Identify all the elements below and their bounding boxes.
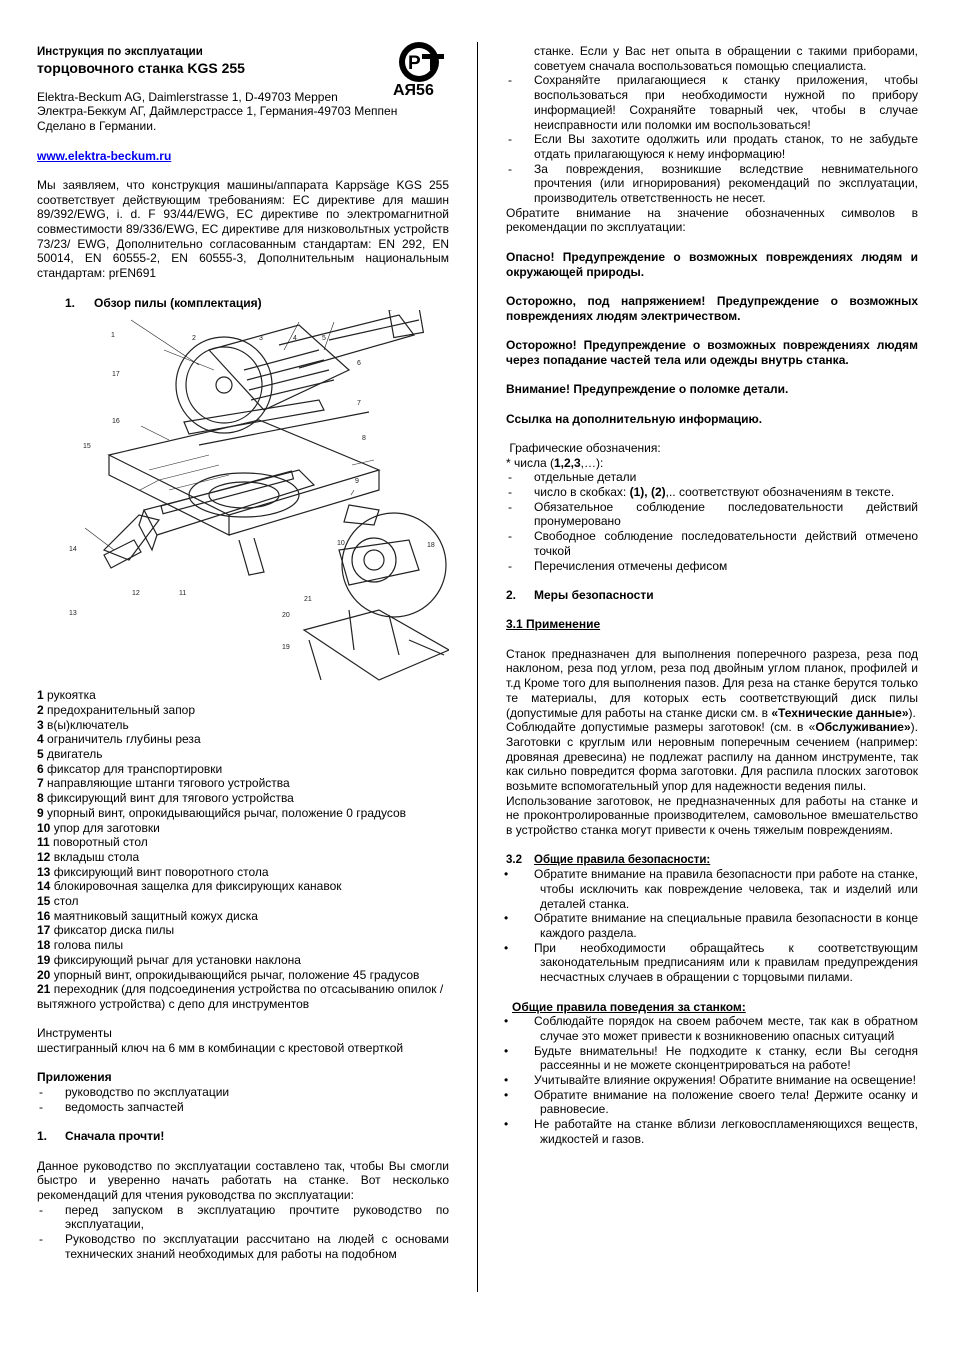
appendix-title: Приложения [37,1070,112,1085]
declaration-text: Мы заявляем, что конструкция машины/аппарата Kappsäge KGS 255 соответствует действующим требованиям: ЕС директиве для машин 89/392/EWG, i. d. F 93/44/EWG, ЕС директиве по электромагнитной совместимости 89/336/EWG, ЕС директиве для низковольтных устройств 73/23/ EWG, Дополнительно согласованным стандартам: EN 292, EN 50014, EN 60555-2, EN 60555-3, Дополнительным национальным стандартам: prEN691 [37,177,449,281]
part-number: 3 [37,717,44,732]
callout-11: 11 [179,590,187,597]
part-item [37,762,449,777]
callout-1: 1 [111,332,115,339]
part-item [37,894,449,909]
callout-5: 5 [322,335,326,342]
section-3-1-paragraph-2: Соблюдайте допустимые размеры заготовок! (см. в «Обслуживание»). Заготовки с круглым или неровным поперечным сечением (например: дровяная древесина) не подлежат распилу на данном инструменте, так как сильно повредится форма заготовки. Для распила плоских заготовок возьмите вспомогательный упор для надежности ведения пилы. [506,720,918,794]
part-item [37,938,449,953]
part-number: 21 [37,982,51,997]
part-label: двигатель [47,747,103,762]
section-3-1-paragraph-3: Использование заготовок, не предназначенных для работы на станке и не проконтролированные производителем, самовольное вмешательство в устройство станка могут привести к очень тяжелым повреждениям. [506,793,918,838]
list-item: • Соблюдайте порядок на своем рабочем месте, так как в обратном случае это может привести к возникновению опасных ситуаций [506,1014,918,1043]
list-item: • Обратите внимание на правила безопасности при работе на станке, чтобы исключить как повреждение человека, так и изделий или деталей станка. [506,867,918,911]
callout-12: 12 [132,590,140,597]
callout-20: 20 [282,612,290,619]
list-item: • Учитывайте влияние окружения! Обратите внимание на освещение! [506,1073,918,1088]
part-label: блокировочная защелка для фиксирующих канавок [53,879,342,894]
saw-overview-drawing [49,310,449,688]
part-label: переходник (для подсоединения устройства по отсасыванию опилок / вытяжного устройства) с депо для инструментов [37,982,444,1011]
part-label: упорный винт, опрокидывающийся рычаг, положение 0 градусов [47,805,407,820]
warning-caution: Осторожно! Предупреждение о возможных повреждениях людям через попадание частей тела или одежды внутрь станка. [506,338,918,367]
callout-16: 16 [112,418,120,425]
part-number: 15 [37,894,51,909]
callout-10: 10 [337,540,345,547]
read-first-item2-continued: станке. Если у Вас нет опыта в обращении с такими приборами, советуем сначала воспользоваться помощью специалиста. [534,44,918,73]
overview-heading: 1. Обзор пилы (комплектация) [65,295,262,310]
behavior-list [506,1014,918,1146]
safety-heading: 2. Меры безопасности [506,587,654,602]
part-item [37,953,449,968]
warning-danger: Опасно! Предупреждение о возможных повреждениях людям и окружающей природы. [506,249,918,279]
doc-title-line2: торцовочного станка KGS 255 [37,59,245,76]
part-item [37,747,449,762]
part-item [37,968,449,983]
part-label: предохранительный запор [47,702,196,717]
appendix-list [37,1085,449,1114]
part-number: 13 [37,864,51,879]
part-item [37,732,449,747]
part-number: 2 [37,702,44,717]
tools-title: Инструменты [37,1026,112,1041]
read-first-intro: Данное руководство по эксплуатации составлено так, чтобы Вы смогли быстро и уверенно начать работать на станке. Вот несколько рекомендаций для чтения руководства по эксплуатации: [37,1158,449,1203]
part-label: вкладыш стола [53,849,140,864]
list-item: - число в скобках: (1), (2),.. соответствуют обозначениям в тексте. [506,485,918,500]
callout-6: 6 [357,360,361,367]
list-item: • При необходимости обращайтесь к соответствующим законодательным предписаниям или к правилам предупреждения несчастных случаев в обращении с торцовыми пилами. [506,941,918,985]
read-first-list-left [37,1203,449,1262]
list-item: • Обратите внимание на специальные правила безопасности в конце каждого раздела. [506,911,918,940]
callout-8: 8 [362,435,366,442]
list-item: - Сохраняйте прилагающиеся к станку приложения, чтобы воспользоваться при необходимости нужной по прибору информацией! Сохраняйте товарный чек, чтобы в случае неисправности или поломки им воспользоваться! [506,73,918,132]
part-label: поворотный стол [53,835,148,850]
callout-18: 18 [427,542,435,549]
section-3-1-paragraph-1: Станок предназначен для выполнения поперечного разреза, реза под наклоном, реза под углом, реза под двойным углом планок, профилей и т.д Кроме того для выполнения пазов. Для реза на станке берутся только те материалы, для которых есть соответствующий диск пилы (допустимые для работы на станке диски см. в «Технические данные»). [506,646,918,720]
address-line3: Сделано в Германии. [37,119,157,134]
part-item [37,776,449,791]
part-item [37,982,449,1011]
list-item: - Руководство по эксплуатации рассчитано на людей с основами технических знаний необходимых для работы на подобном [37,1232,449,1261]
part-number: 5 [37,747,44,762]
callout-7: 7 [357,400,361,407]
general-safety-list [506,867,918,985]
list-item: - Если Вы захотите одолжить или продать станок, то не забудьте отдать прилагающуюся к нему информацию! [506,132,918,161]
part-number: 1 [37,688,44,703]
part-number: 17 [37,923,51,938]
part-number: 11 [37,835,50,850]
part-item [37,879,449,894]
part-item [37,791,449,806]
part-item [37,718,449,733]
part-number: 4 [37,732,44,747]
part-item [37,821,449,836]
address-line2: Электра-Беккум АГ, Даймлерстрассе 1, Германия-49703 Меппен [37,104,398,119]
part-number: 18 [37,938,51,953]
callout-17: 17 [112,371,120,378]
website-link[interactable]: www.elektra-beckum.ru [37,148,172,163]
callout-14: 14 [69,546,77,553]
part-number: 9 [37,805,44,820]
part-item [37,835,449,850]
read-first-heading: 1. Сначала прочти! [37,1129,165,1144]
part-label: направляющие штанги тягового устройства [47,776,290,791]
part-label: маятниковый защитный кожух диска [53,908,258,923]
callout-21: 21 [304,596,312,603]
part-label: упор для заготовки [53,820,160,835]
part-number: 6 [37,761,44,776]
part-item [37,865,449,880]
behavior-heading: Общие правила поведения за станком: [512,999,746,1014]
list-item: - Обязательное соблюдение последовательности действий пронумеровано [506,500,918,529]
list-item: - Перечисления отмечены дефисом [506,559,918,574]
part-label: рукоятка [47,688,96,703]
list-item: - перед запуском в эксплуатацию прочтите руководство по эксплуатации, [37,1203,449,1232]
part-number: 10 [37,820,51,835]
callout-3: 3 [259,335,263,342]
section-3-2-heading: 3.2 Общие правила безопасности: [506,853,711,866]
read-first-list-right [506,73,918,205]
callout-15: 15 [83,443,91,450]
list-item: - ведомость запчастей [37,1100,449,1115]
list-item: - Свободное соблюдение последовательности действий отмечено точкой [506,529,918,558]
column-divider [477,42,478,1292]
part-number: 19 [37,952,51,967]
symbols-intro: Обратите внимание на значение обозначенных символов в рекомендации по эксплуатации: [506,205,918,235]
part-label: фиксирующий винт поворотного стола [53,864,269,879]
graphics-list [506,470,918,573]
part-label: стол [53,894,79,909]
gost-mark-code: АЯ56 [393,82,434,99]
part-label: фиксатор диска пилы [53,923,175,938]
parts-list [37,688,449,1011]
list-item: • Будьте внимательны! Не подходите к станку, если Вы сегодня рассеянны и не можете сконцентрироваться на работе! [506,1044,918,1073]
list-item: - За повреждения, возникшие вследствие невнимательного прочтения (или игнорирования) рекомендаций по эксплуатации, производитель ответственность не несет. [506,162,918,206]
warning-attention: Внимание! Предупреждение о поломке детали. [506,382,789,397]
part-item [37,909,449,924]
part-number: 7 [37,776,44,791]
part-item [37,806,449,821]
list-item: - отдельные детали [506,470,918,485]
part-item [37,923,449,938]
part-label: фиксатор для транспортировки [47,761,223,776]
part-number: 12 [37,849,51,864]
part-number: 8 [37,791,44,806]
svg-text:Р: Р [408,53,421,74]
section-3-1-heading: 3.1 Применение [506,617,601,632]
right-column [506,44,918,1147]
graphics-numbers-line: * числа (1,2,3,…): [506,455,604,470]
callout-4: 4 [293,335,297,342]
part-number: 16 [37,908,51,923]
callout-19: 19 [282,644,290,651]
left-column [37,40,449,1262]
part-number: 20 [37,967,51,982]
graphics-title: Графические обозначения: [506,440,661,455]
part-label: фиксирующий рычаг для установки наклона [53,952,301,967]
part-label: ограничитель глубины реза [47,732,201,747]
part-item [37,850,449,865]
tools-text: шестигранный ключ на 6 мм в комбинации с крестовой отверткой [37,1041,404,1056]
part-label: упорный винт, опрокидывающийся рычаг, положение 45 градусов [53,967,420,982]
warning-voltage: Осторожно, под напряжением! Предупреждение о возможных повреждениях людям электричеством. [506,293,918,323]
list-item: • Обратите внимание на положение своего тела! Держите осанку и равновесие. [506,1088,918,1117]
part-item [37,703,449,718]
callout-13: 13 [69,610,77,617]
callout-9: 9 [355,478,359,485]
part-number: 14 [37,879,51,894]
callout-2: 2 [192,335,196,342]
doc-title-line1: Инструкция по эксплуатации [37,46,203,58]
address-line1: Elektra-Beckum AG, Daimlerstrasse 1, D-49703 Meppen [37,89,338,104]
part-item [37,688,449,703]
list-item: - руководство по эксплуатации [37,1085,449,1100]
part-label: голова пилы [53,938,124,953]
list-item: • Не работайте на станке вблизи легковоспламеняющихся веществ, жидкостей и газов. [506,1117,918,1146]
info-reference: Ссылка на дополнительную информацию. [506,411,763,426]
part-label: фиксирующий винт для тягового устройства [47,791,294,806]
part-label: в(ы)ключатель [47,717,129,732]
